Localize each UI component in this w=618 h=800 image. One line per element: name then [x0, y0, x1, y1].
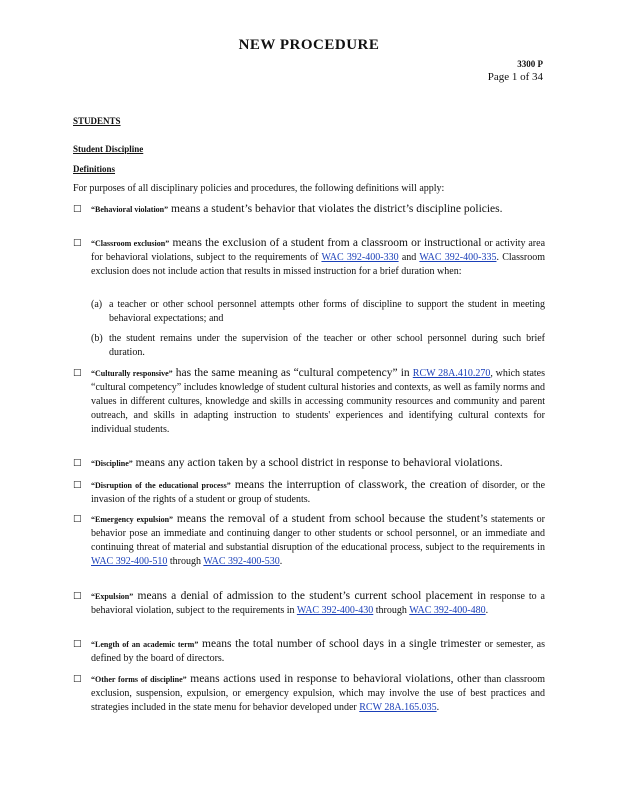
- wac-335-link[interactable]: WAC 392-400-335: [419, 252, 497, 263]
- page-number: Page 1 of 34: [487, 71, 543, 83]
- definition-expulsion: [73, 589, 545, 618]
- definition-disruption: [73, 478, 545, 507]
- bullet-icon: □: [73, 674, 82, 684]
- term: “Expulsion”: [91, 592, 134, 601]
- definition-text: , which states “cultural competency” includes knowledge of student cultural histories and contexts, as well as family norms and values in different cultures, knowledge and skills in accessing community resources and community and parent outreach, and skills in adapting instruction to students' experiences and identifying cultural contexts for individual students.: [91, 368, 546, 435]
- wac-480-link[interactable]: WAC 392-400-480: [409, 605, 486, 616]
- sub-text: the student remains under the supervision of the teacher or other school personnel during such brief duration.: [109, 333, 545, 358]
- definition-behavioral-violation: [73, 202, 545, 217]
- rcw-28a165035-link[interactable]: RCW 28A.165.035: [359, 702, 437, 713]
- definition-lead: means the exclusion of a student from a classroom or instructional: [169, 237, 482, 249]
- sub-item-b: [91, 332, 545, 360]
- intro-paragraph: For purposes of all disciplinary policies and procedures, the following definitions will apply:: [73, 183, 445, 194]
- definition-culturally-responsive: [73, 366, 545, 437]
- definition-other-forms: [73, 672, 545, 715]
- bullet-icon: □: [73, 591, 82, 601]
- end-text: .: [279, 556, 283, 567]
- wac-330-link[interactable]: WAC 392-400-330: [321, 252, 399, 263]
- term: “Discipline”: [91, 459, 133, 468]
- bullet-icon: □: [73, 480, 82, 490]
- sub-label: (b): [91, 333, 103, 344]
- page-title: NEW PROCEDURE: [238, 37, 380, 53]
- bullet-icon: □: [73, 204, 82, 214]
- definition-text: of disorder, or the invasion of the rights of a student or group of students.: [91, 480, 546, 505]
- definition-discipline: [73, 456, 545, 471]
- rcw-28a410270-link[interactable]: RCW 28A.410.270: [412, 368, 491, 379]
- term: “Emergency expulsion”: [91, 515, 174, 524]
- definition-length-of-term: [73, 637, 545, 666]
- sub-text: a teacher or other school personnel attempts other forms of discipline to support the student in meeting behavioral expectations; and: [109, 299, 545, 324]
- heading-student-discipline: Student Discipline: [73, 144, 144, 154]
- definition-lead: means the removal of a student from school because the student’s: [173, 513, 488, 525]
- bullet-icon: □: [73, 514, 82, 524]
- and-text: and: [398, 252, 420, 263]
- definition-text: means a student’s behavior that violates the district’s discipline policies.: [168, 203, 503, 215]
- definition-classroom-exclusion: [73, 236, 545, 279]
- heading-students: STUDENTS: [73, 116, 121, 126]
- term: “Disruption of the educational process”: [91, 481, 231, 490]
- end-text: .: [436, 702, 440, 713]
- term: “Behavioral violation”: [91, 205, 169, 214]
- through-text: through: [373, 605, 410, 616]
- definition-text: or activity area for behavioral violations, subject to the requirements of: [91, 238, 546, 263]
- definition-text: . Classroom exclusion does not include action that results in missed instruction for a brief duration when:: [91, 252, 546, 277]
- sub-label: (a): [91, 299, 103, 310]
- bullet-icon: □: [73, 368, 82, 378]
- definition-text: means any action taken by a school district in response to behavioral violations.: [132, 457, 503, 469]
- definition-emergency-expulsion: [73, 512, 545, 569]
- definition-lead: means actions used in response to behavioral violations, other: [186, 673, 481, 685]
- end-text: .: [485, 605, 489, 616]
- definition-text: statements or behavior pose an immediate and continuing danger to other students or school personnel, or an immediate and continuing threat of material and substantial disruption of the educational process, subject to the requirements in: [91, 514, 546, 553]
- definition-lead: means the total number of school days in a single trimester: [198, 638, 482, 650]
- heading-definitions: Definitions: [73, 164, 116, 174]
- through-text: through: [167, 556, 204, 567]
- definition-lead: has the same meaning as “cultural competency” in: [172, 367, 413, 379]
- policy-number: 3300 P: [517, 59, 543, 69]
- bullet-icon: □: [73, 238, 82, 248]
- definition-text: response to a behavioral violation, subject to the requirements in: [91, 591, 545, 616]
- bullet-icon: □: [73, 639, 82, 649]
- bullet-icon: □: [73, 458, 82, 468]
- definition-text: or semester, as defined by the board of directors.: [91, 639, 545, 664]
- wac-430-link[interactable]: WAC 392-400-430: [296, 605, 374, 616]
- term: “Other forms of discipline”: [91, 675, 187, 684]
- wac-530-link[interactable]: WAC 392-400-530: [203, 556, 280, 567]
- wac-510-link[interactable]: WAC 392-400-510: [91, 556, 168, 567]
- sub-item-a: [91, 298, 545, 326]
- term: “Length of an academic term”: [91, 640, 199, 649]
- definition-text: than classroom exclusion, suspension, expulsion, or emergency expulsion, which may involve the use of best practices and strategies included in the state menu for behavior developed under: [91, 674, 546, 713]
- term: “Culturally responsive”: [91, 369, 173, 378]
- definition-lead: means the interruption of classwork, the creation: [230, 479, 467, 491]
- term: “Classroom exclusion”: [91, 239, 170, 248]
- definition-lead: means a denial of admission to the student’s current school placement in: [133, 590, 487, 602]
